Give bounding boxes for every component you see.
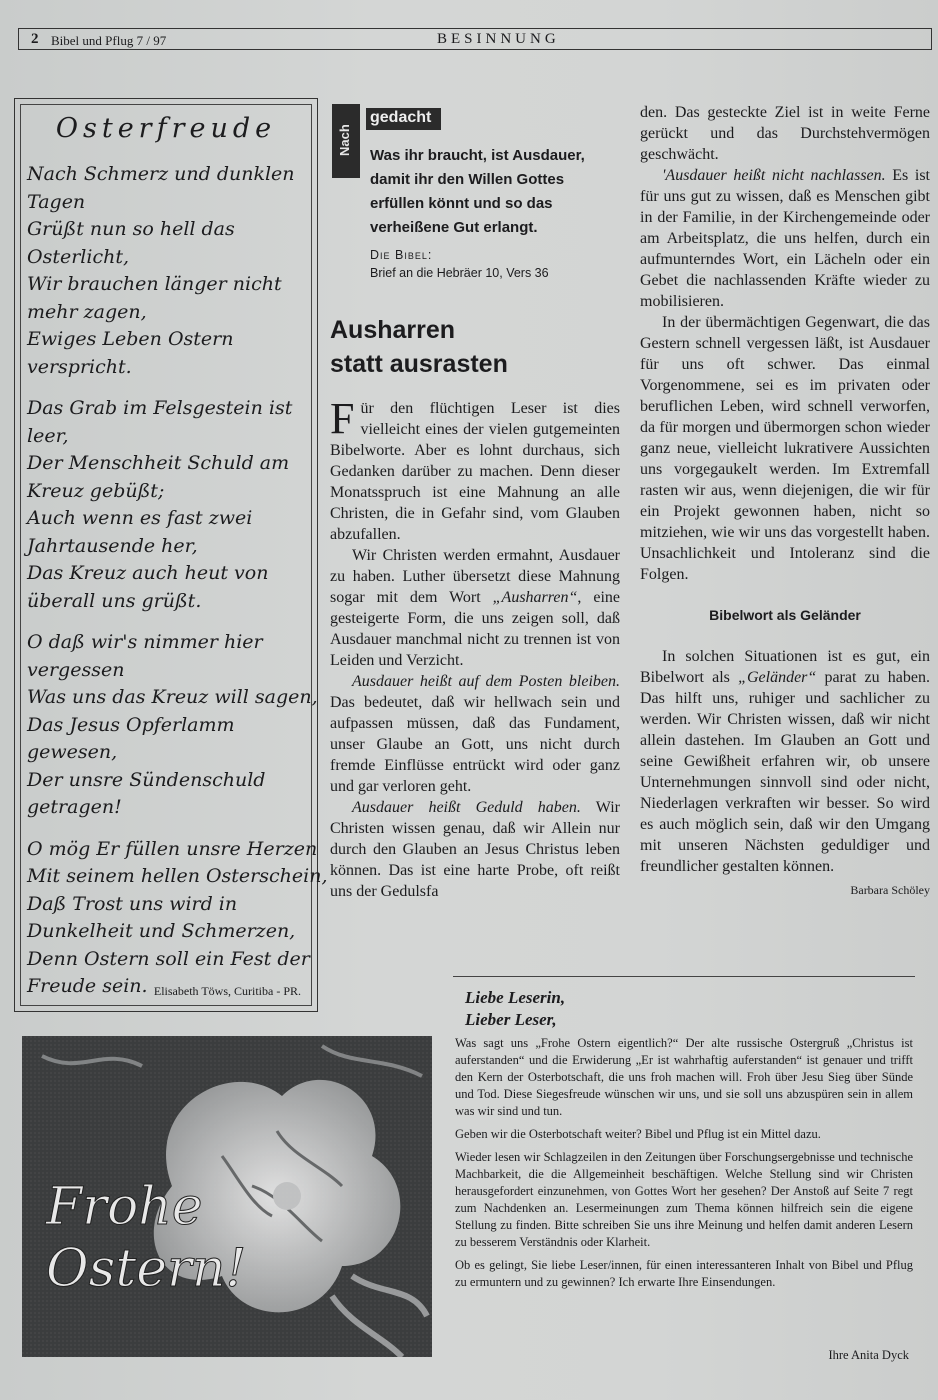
- emphasis-text: 'Ausdauer heißt nicht nachlassen.: [662, 167, 886, 184]
- section-title: BESINNUNG: [437, 31, 560, 47]
- article-paragraph: [640, 646, 930, 877]
- paragraph-text: , eine gesteigerte Form, die uns zeigen soll, daß Ausdauer manchmal nicht zu trennen ist von Leiden und Verzicht.: [330, 589, 621, 669]
- poem-line: Der Menschheit Schuld am: [27, 452, 290, 474]
- quote-source: [370, 246, 549, 282]
- article-paragraph: den. Das gesteckte Ziel ist in weite Ferne gerückt und das Durchstehvermögen geschwächt.: [640, 104, 930, 163]
- letter-paragraph: Was sagt uns „Frohe Ostern eigentlich?“ Der alte russische Ostergruß „Christus ist auferstanden“ und die Erwiderung „Er ist wahrhaftig auferstanden“ ist genauer und trifft den Kern der Osterbotschaft, die uns froh machen will. Froh über Jesu Sieg über Sünde und Tod. Diese Siegesfreude wünschen wir uns, und sie soll uns abzuspüren sein in allem was wir sind und tun.: [455, 1036, 913, 1118]
- bible-quote: Was ihr braucht, ist Ausdauer, damit ihr den Willen Gottes erfüllen könnt und so das verheißene Gut erlangt.: [370, 147, 585, 236]
- poem-line: Grüßt nun so hell das: [27, 218, 235, 240]
- article-paragraph: In der übermächtigen Gegenwart, die das Gestern schnell vergessen läßt, ist Ausdauer für uns oft schwer. Das einmal Vorgenommene, sei es im privaten oder beruflichen Leben, wird schnell verworfen, da für morgen und übermorgen schon wieder ganz neue, vielleicht lukrativere Aussichten uns vorgegaukelt werden. Im Extremfall rasten wir aus, wenn diejenigen, die wir für ein Projekt gewonnen haben, nicht so mitziehen, wie wir uns das vorgestellt haben. Unsachlichkeit und Intoleranz sind die Folgen.: [640, 314, 930, 583]
- paragraph-text: ür den flüchtigen Leser ist dies vielleicht eines der vielen gutgemeinten Bibelworte. Aber es lohnt durchaus, sich Gedanken darüber zu machen. Denn dieser Monatsspruch ist eine Mahnung an alle Christen, die in Gefahr sind, vom Glauben abzufallen.: [330, 400, 620, 543]
- emphasis-text: Ausdauer heißt Geduld haben.: [352, 799, 581, 816]
- nachgedacht-box: [332, 104, 616, 294]
- poem-line: Ewiges Leben Ostern: [27, 328, 234, 350]
- letter-paragraph: Wieder lesen wir Schlagzeilen in den Zeitungen über Forschungsergebnisse und technische Machbarkeit, die die Allgemeinheit beschäftigen. Welche Stellung sind wir Christen herausgefordert einzunehmen, von Gottes Wort her gesehen? Der Anstoß auf Seite 7 regt zum Nachdenken an. Lesermeinungen zum Thema können hilfreich sein die eigene Stellung zu finden. Bitte schreiben Sie uns ihre Meinung und helfen damit anderen Lesern zu besserem Verständnis oder Klarheit.: [455, 1150, 913, 1249]
- poem-line: vergessen: [27, 658, 125, 681]
- emphasis-text: „Ausharren“: [492, 589, 578, 606]
- quote-source-label: Die Bibel:: [370, 248, 433, 262]
- paragraph-text: parat zu haben. Das hilft uns, ruhiger und sachlicher zu werden. Wir Christen wissen, daß wir nicht allein dastehen. Im Glauben an Gott und seine Gewißheit erfahren wir, ob unsere Unternehmungen sinnvoll sind oder nicht, Niederlagen verkraften wir besser. So wird es auch möglich sein, daß wir den Umgang mit unseren Nächsten geduldiger und freundlicher gestalten können.: [640, 669, 931, 875]
- paragraph-text: In solchen Situationen ist es gut, ein Bibelwort als: [640, 648, 930, 686]
- article-paragraph: [330, 671, 620, 797]
- poem-line: O mög Er füllen unsre Herzen: [27, 837, 318, 860]
- paragraph-text: Es ist für uns gut zu wissen, daß es Menschen gibt in der Familie, in der Kirchengemeinde oder am Arbeitsplatz, die uns helfen, durch ein aufmunterndes Wort, ein Lächeln oder ein Gebet die nachlassenden Kräfte wieder zu mobilisieren.: [640, 167, 930, 310]
- article-subheading: Bibelwort als Geländer: [709, 607, 861, 623]
- poem-line: Kreuz gebüßt;: [27, 479, 165, 502]
- emphasis-text: Ausdauer heißt auf dem Posten bleiben.: [352, 673, 620, 690]
- letter-greeting: [465, 987, 565, 1031]
- greeting-line-1: Liebe Leserin,: [465, 988, 566, 1007]
- poem-line: Der unsre Sündenschuld: [27, 768, 266, 791]
- article-paragraph: [330, 545, 620, 671]
- letter-paragraph: Ob es gelingt, Sie liebe Leser/innen, für einen interessanteren Inhalt von Bibel und Pflug zu ermuntern und zu gewinnen? Ich erwarte Ihre Einsendungen.: [455, 1258, 913, 1289]
- poem-line: Wir brauchen länger nicht: [27, 273, 282, 295]
- paragraph-text: Wir Christen werden ermahnt, Ausdauer zu haben. Luther übersetzt diese Mahnung sogar mit dem Wort: [330, 547, 620, 606]
- letter-body: [455, 1035, 913, 1297]
- article-author: Barbara Schöley: [850, 883, 930, 897]
- poem-line: mehr zagen,: [27, 300, 147, 323]
- poem-line: Was uns das Kreuz will sagen,: [27, 686, 318, 708]
- poem-stanzas: [27, 161, 328, 1015]
- poem-line: leer,: [27, 424, 69, 447]
- poem-line: Nach Schmerz und dunklen: [27, 163, 295, 185]
- poem-stanza: [27, 395, 307, 615]
- poem-title: Osterfreude: [55, 113, 277, 144]
- poem-line: verspricht.: [27, 355, 132, 378]
- publication-issue: Bibel und Pflug 7 / 97: [51, 33, 167, 48]
- greeting-line-2: Lieber Leser,: [465, 1010, 557, 1029]
- page-header: [18, 28, 932, 50]
- poem-line: Mit seinem hellen Osterschein,: [27, 865, 328, 887]
- letter-paragraph: Geben wir die Osterbotschaft weiter? Bibel und Pflug ist ein Mittel dazu.: [455, 1127, 821, 1141]
- poem-line: Daß Trost uns wird in: [27, 892, 238, 915]
- nach-tag: [332, 104, 360, 178]
- headline-line-1: Ausharren: [330, 316, 456, 344]
- poem-stanza: [27, 629, 318, 822]
- article-paragraph: [330, 797, 620, 902]
- poem-author: Elisabeth Töws, Curitiba - PR.: [153, 984, 301, 998]
- headline-line-2: statt ausrasten: [330, 350, 508, 378]
- poem-line: O daß wir's nimmer hier: [27, 631, 263, 653]
- poem-stanza: [27, 836, 328, 1001]
- poem-line: Das Kreuz auch heut von: [27, 562, 269, 584]
- article-column-middle: [330, 394, 621, 902]
- drop-cap: F: [330, 394, 355, 443]
- article-column-right: [640, 102, 930, 901]
- poem-line: Jahrtausende her,: [27, 534, 198, 557]
- frohe-ostern-text: [46, 1176, 246, 1300]
- poem-line: Das Grab im Felsgestein ist: [27, 397, 293, 419]
- paragraph-text: Wir Christen wissen genau, daß wir Allein nur durch den Glauben an Jesus Christus leben können. Das ist eine harte Probe, oft reißt uns der Gedulsfa: [330, 799, 620, 900]
- poem-box: [14, 98, 328, 1012]
- poem-line: Tagen: [27, 190, 86, 213]
- letter-signature: Ihre Anita Dyck: [828, 1348, 909, 1362]
- poem-line: getragen!: [27, 796, 122, 818]
- gedacht-label: gedacht: [366, 108, 441, 130]
- nach-tag-label: Nach: [337, 124, 352, 156]
- editor-letter: [453, 976, 915, 1381]
- poem-line: Osterlicht,: [27, 245, 129, 268]
- poem-line: überall uns grüßt.: [27, 589, 202, 612]
- poem-frame: [20, 104, 328, 1006]
- poem-line: Freude sein.: [27, 975, 148, 997]
- poem-line: Das Jesus Opferlamm: [27, 713, 235, 736]
- emphasis-text: „Geländer“: [738, 669, 817, 686]
- article-headline: [330, 313, 620, 381]
- page-number: 2: [31, 31, 39, 47]
- poem-line: Auch wenn es fast zwei: [27, 507, 253, 529]
- paragraph-text: Das bedeutet, daß wir hellwach sein und aufpassen müssen, daß das Fundament, unser Glaube an Gott, uns nicht durch fremde Einflüsse entrückt wird oder ganz und gar verloren geht.: [330, 694, 620, 795]
- frohe-text: Frohe: [46, 1177, 203, 1237]
- quote-source-reference: Brief an die Hebräer 10, Vers 36: [370, 266, 549, 280]
- ostern-text: Ostern!: [46, 1239, 247, 1299]
- easter-flower-image: [22, 1036, 432, 1357]
- poem-stanza: [27, 161, 307, 381]
- poem-line: Dunkelheit und Schmerzen,: [27, 920, 296, 942]
- article-paragraph: [640, 165, 930, 312]
- poem-line: gewesen,: [27, 741, 118, 763]
- article-paragraph: [330, 394, 620, 545]
- poem-line: Denn Ostern soll ein Fest der: [27, 947, 310, 970]
